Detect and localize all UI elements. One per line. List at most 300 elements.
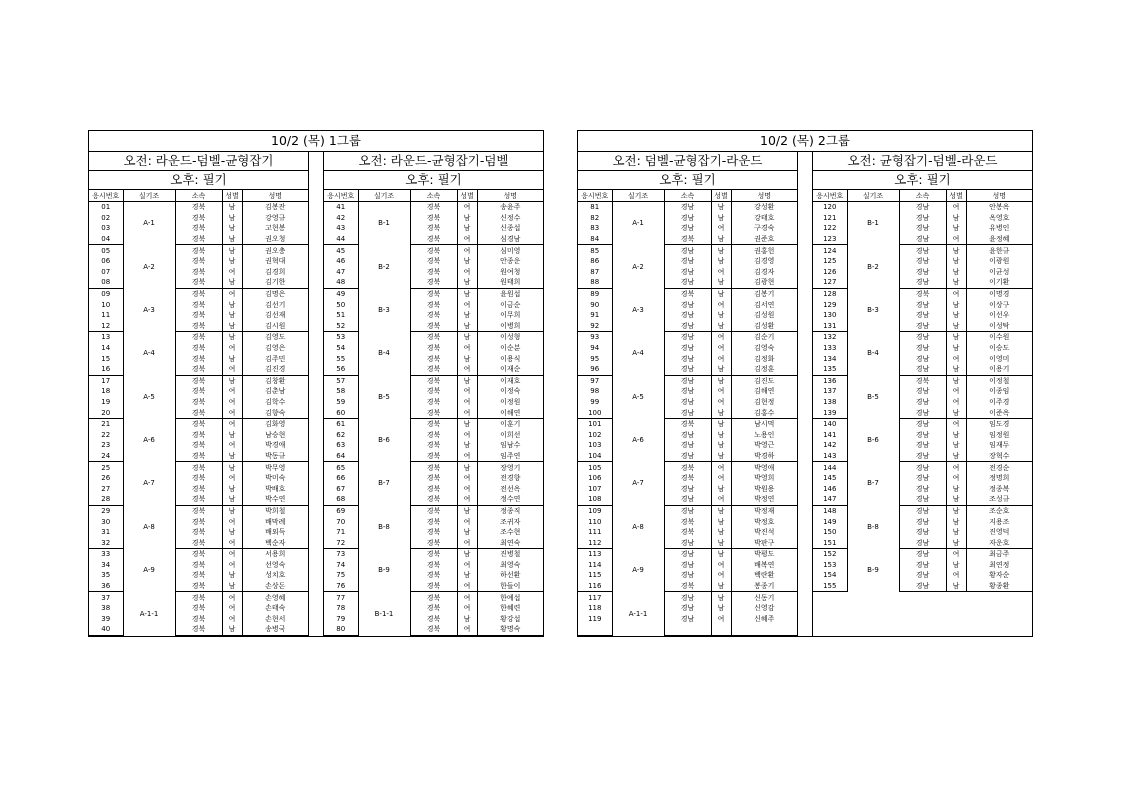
table-row	[813, 407, 1032, 418]
affiliation: 경남	[899, 527, 946, 538]
name: 김향숙	[242, 407, 308, 418]
affiliation: 경북	[664, 418, 711, 429]
gender: 남	[222, 321, 242, 332]
exam-number: 128	[823, 290, 837, 299]
affiliation: 경북	[664, 288, 711, 299]
table-row	[578, 603, 797, 614]
table-row	[578, 267, 797, 278]
table-row	[578, 343, 797, 354]
name: 노용인	[731, 429, 797, 440]
exam-number: 114	[588, 560, 602, 569]
column-header: 성명	[731, 190, 797, 202]
practice-group: B-1	[847, 202, 899, 245]
table-row	[813, 418, 1032, 429]
affiliation: 경남	[899, 505, 946, 516]
gender: 남	[946, 256, 966, 267]
gender: 남	[711, 429, 731, 440]
name: 임도경	[966, 418, 1032, 429]
exam-number: 66	[336, 474, 346, 483]
name: 김진도	[731, 375, 797, 386]
gender: 남	[457, 332, 477, 343]
exam-number: 64	[324, 451, 358, 462]
name: 정종복	[966, 483, 1032, 494]
name: 선영숙	[242, 560, 308, 571]
gender: 여	[946, 549, 966, 560]
exam-number: 11	[101, 311, 111, 320]
exam-number: 10	[101, 300, 111, 309]
name: 김학수	[242, 397, 308, 408]
affiliation: 경북	[899, 375, 946, 386]
affiliation: 경북	[410, 245, 457, 256]
affiliation: 경북	[410, 213, 457, 224]
column-header: 실기조	[358, 190, 410, 202]
exam-number: 99	[590, 397, 600, 406]
name: 조성규	[966, 494, 1032, 505]
name: 조귀자	[477, 516, 543, 527]
table-row	[89, 624, 308, 635]
exam-number: 27	[101, 484, 111, 493]
exam-number: 146	[823, 484, 837, 493]
gender: 여	[222, 603, 242, 614]
exam-number: 90	[590, 300, 600, 309]
gender: 여	[222, 267, 242, 278]
name: 이정철	[966, 375, 1032, 386]
affiliation: 경북	[175, 527, 222, 538]
name: 김영숙	[731, 343, 797, 354]
name: 이선우	[966, 310, 1032, 321]
name: 조순호	[966, 505, 1032, 516]
affiliation: 경남	[899, 353, 946, 364]
table-row	[578, 364, 797, 375]
affiliation: 경남	[664, 570, 711, 581]
name: 이종임	[966, 386, 1032, 397]
gender: 남	[222, 277, 242, 288]
afternoon-label: 오후: 필기	[578, 171, 797, 190]
gender: 여	[457, 267, 477, 278]
name: 이명경	[966, 288, 1032, 299]
gender: 남	[946, 581, 966, 592]
gender: 남	[946, 483, 966, 494]
name: 김경자	[731, 267, 797, 278]
table-row	[813, 451, 1032, 462]
affiliation: 경북	[175, 614, 222, 625]
exam-number: 137	[823, 387, 837, 396]
gender: 남	[711, 603, 731, 614]
affiliation: 경남	[899, 429, 946, 440]
name: 김홍수	[731, 407, 797, 418]
name: 박진석	[731, 527, 797, 538]
affiliation: 경북	[899, 288, 946, 299]
affiliation: 경남	[899, 560, 946, 571]
exam-number: 111	[588, 528, 602, 537]
table-header-row	[324, 190, 543, 202]
practice-group: B-1-1	[358, 592, 410, 635]
affiliation: 경남	[664, 245, 711, 256]
name: 이정원	[477, 397, 543, 408]
gender: 남	[711, 234, 731, 245]
table-row	[813, 277, 1032, 288]
exam-number: 70	[336, 517, 346, 526]
exam-number: 113	[588, 550, 602, 559]
name: 최영숙	[477, 560, 543, 571]
table-row	[89, 397, 308, 408]
exam-number: 81	[590, 203, 600, 212]
name: 안봉옥	[966, 202, 1032, 213]
table-row	[89, 429, 308, 440]
table-row	[813, 321, 1032, 332]
table-row	[89, 462, 308, 473]
table-row	[813, 267, 1032, 278]
affiliation: 경북	[410, 277, 457, 288]
exam-number: 37	[101, 593, 111, 602]
affiliation: 경남	[664, 375, 711, 386]
exam-number: 92	[578, 321, 612, 332]
gender: 여	[222, 397, 242, 408]
gender: 남	[946, 223, 966, 234]
exam-number: 135	[813, 364, 847, 375]
exam-number: 12	[89, 321, 123, 332]
affiliation: 경남	[664, 386, 711, 397]
session-a	[578, 152, 798, 636]
table-row	[578, 624, 797, 635]
table-row	[578, 440, 797, 451]
exam-number: 149	[823, 517, 837, 526]
exam-number: 30	[101, 517, 111, 526]
table-row	[89, 537, 308, 548]
practice-group: B-5	[358, 375, 410, 418]
group-title: 10/2 (목) 1그룹	[89, 131, 543, 152]
table-row	[578, 256, 797, 267]
name: 최금주	[966, 549, 1032, 560]
exam-number: 127	[813, 277, 847, 288]
practice-group: A-9	[123, 549, 175, 592]
affiliation: 경북	[175, 364, 222, 375]
exam-number: 100	[578, 407, 612, 418]
table-row	[324, 418, 543, 429]
table-row	[813, 332, 1032, 343]
table-row	[578, 560, 797, 571]
practice-group: B-3	[358, 288, 410, 331]
gender: 남	[711, 375, 731, 386]
affiliation: 경북	[175, 310, 222, 321]
name: 최연정	[966, 560, 1032, 571]
gender: 남	[711, 256, 731, 267]
roster-table	[89, 190, 308, 636]
exam-number: 76	[324, 581, 358, 592]
exam-number: 138	[823, 397, 837, 406]
practice-group: A-1	[612, 202, 664, 245]
name: 이정숙	[477, 386, 543, 397]
practice-group: B-1	[358, 202, 410, 245]
table-row	[324, 397, 543, 408]
gender: 남	[222, 310, 242, 321]
affiliation: 경북	[175, 603, 222, 614]
gender: 남	[222, 451, 242, 462]
gender: 여	[711, 267, 731, 278]
affiliation: 경북	[664, 581, 711, 592]
name: 정명희	[966, 473, 1032, 484]
table-header-row	[578, 190, 797, 202]
gender: 남	[222, 624, 242, 635]
table-header-row	[89, 190, 308, 202]
exam-number: 124	[823, 246, 837, 255]
gender: 남	[222, 375, 242, 386]
gender: 여	[222, 592, 242, 603]
exam-number: 58	[336, 387, 346, 396]
affiliation: 경남	[899, 483, 946, 494]
gender	[711, 624, 731, 635]
name: 이순분	[477, 343, 543, 354]
table-row	[813, 234, 1032, 245]
affiliation: 경북	[175, 267, 222, 278]
table-row	[578, 353, 797, 364]
table-row	[324, 375, 543, 386]
affiliation: 경남	[899, 245, 946, 256]
gender: 여	[946, 418, 966, 429]
exam-number: 57	[336, 376, 346, 385]
affiliation: 경북	[175, 234, 222, 245]
affiliation: 경북	[410, 614, 457, 625]
exam-number: 62	[336, 430, 346, 439]
table-row	[89, 570, 308, 581]
affiliation: 경남	[664, 397, 711, 408]
name: 한들이	[477, 581, 543, 592]
exam-number: 72	[324, 537, 358, 548]
morning-order: 오전: 라운드-균형잡기-덤벨	[324, 152, 543, 171]
gender: 여	[222, 614, 242, 625]
gender: 남	[457, 321, 477, 332]
exam-number: 38	[101, 604, 111, 613]
name: 배막례	[242, 516, 308, 527]
gender: 여	[711, 614, 731, 625]
table-row	[578, 429, 797, 440]
gender: 남	[946, 440, 966, 451]
name: 이해연	[477, 407, 543, 418]
gender: 남	[711, 418, 731, 429]
exam-number: 105	[588, 463, 602, 472]
exam-number: 19	[101, 397, 111, 406]
affiliation: 경남	[664, 451, 711, 462]
exam-number: 102	[588, 430, 602, 439]
name: 장혁수	[966, 451, 1032, 462]
name: 유병인	[966, 223, 1032, 234]
table-row	[578, 245, 797, 256]
gender: 여	[457, 581, 477, 592]
exam-number: 69	[336, 506, 346, 515]
gender: 남	[946, 407, 966, 418]
name: 박영희	[731, 473, 797, 484]
gender: 남	[711, 202, 731, 213]
exam-number: 05	[101, 246, 111, 255]
table-row	[89, 234, 308, 245]
exam-number: 106	[588, 474, 602, 483]
exam-number: 109	[588, 506, 602, 515]
gender: 남	[457, 223, 477, 234]
name: 김주민	[242, 353, 308, 364]
table-row	[324, 516, 543, 527]
affiliation: 경북	[175, 440, 222, 451]
name: 박희철	[242, 505, 308, 516]
table-row	[89, 299, 308, 310]
exam-number: 06	[101, 257, 111, 266]
name: 윤한규	[966, 245, 1032, 256]
exam-number: 23	[101, 441, 111, 450]
affiliation: 경북	[410, 581, 457, 592]
exam-number: 14	[101, 344, 111, 353]
table-row	[324, 592, 543, 603]
table-row	[578, 213, 797, 224]
exam-number: 71	[336, 528, 346, 537]
affiliation: 경북	[410, 483, 457, 494]
gender: 남	[711, 213, 731, 224]
affiliation: 경북	[410, 505, 457, 516]
name: 신종섭	[477, 223, 543, 234]
gender: 남	[946, 505, 966, 516]
gender: 남	[946, 494, 966, 505]
gender: 남	[457, 549, 477, 560]
name: 성치호	[242, 570, 308, 581]
gender: 남	[946, 245, 966, 256]
name: 김선재	[242, 310, 308, 321]
exam-number: 94	[590, 344, 600, 353]
name: 원여청	[477, 267, 543, 278]
affiliation: 경남	[899, 364, 946, 375]
practice-group: A-3	[123, 288, 175, 331]
exam-number: 47	[336, 267, 346, 276]
gender: 여	[457, 234, 477, 245]
gender: 남	[457, 440, 477, 451]
affiliation: 경남	[899, 418, 946, 429]
session-b	[812, 152, 1032, 636]
table-row	[578, 473, 797, 484]
affiliation: 경남	[899, 397, 946, 408]
name	[731, 624, 797, 635]
gender: 여	[946, 288, 966, 299]
exam-number: 56	[324, 364, 358, 375]
gender: 남	[222, 353, 242, 364]
name: 황종환	[966, 581, 1032, 592]
affiliation: 경남	[899, 256, 946, 267]
affiliation: 경북	[175, 213, 222, 224]
table-row	[813, 440, 1032, 451]
affiliation: 경북	[175, 407, 222, 418]
name: 조수현	[477, 527, 543, 538]
table-row	[324, 353, 543, 364]
name: 임주연	[477, 451, 543, 462]
name: 박정호	[731, 516, 797, 527]
name: 강성환	[731, 202, 797, 213]
column-header: 실기조	[847, 190, 899, 202]
table-row	[89, 527, 308, 538]
name: 이상구	[966, 299, 1032, 310]
gender: 남	[222, 483, 242, 494]
affiliation: 경남	[899, 473, 946, 484]
table-row	[324, 537, 543, 548]
name: 김진경	[242, 364, 308, 375]
exam-number: 29	[101, 506, 111, 515]
table-row	[89, 213, 308, 224]
morning-order: 오전: 균형잡기-덤벨-라운드	[813, 152, 1032, 171]
gender: 남	[457, 505, 477, 516]
exam-number: 46	[336, 257, 346, 266]
table-row	[324, 213, 543, 224]
affiliation: 경북	[410, 462, 457, 473]
affiliation: 경북	[410, 537, 457, 548]
gender: 여	[222, 288, 242, 299]
exam-number: 96	[578, 364, 612, 375]
exam-number: 36	[89, 581, 123, 592]
gender: 남	[222, 245, 242, 256]
table-row	[324, 494, 543, 505]
name: 강영규	[242, 213, 308, 224]
column-header: 성별	[457, 190, 477, 202]
table-row	[324, 603, 543, 614]
practice-group: B-2	[847, 245, 899, 288]
affiliation: 경북	[410, 624, 457, 635]
morning-order: 오전: 덤벨-균형잡기-라운드	[578, 152, 797, 171]
name: 신정수	[477, 213, 543, 224]
name: 정수연	[477, 494, 543, 505]
name: 손영혜	[242, 592, 308, 603]
exam-number: 67	[336, 484, 346, 493]
affiliation: 경북	[175, 624, 222, 635]
table-row	[89, 549, 308, 560]
exam-number: 40	[89, 624, 123, 635]
affiliation: 경남	[664, 592, 711, 603]
name: 지용조	[966, 516, 1032, 527]
table-row	[89, 603, 308, 614]
practice-group: A-7	[612, 462, 664, 505]
affiliation: 경남	[899, 549, 946, 560]
column-header: 소속	[175, 190, 222, 202]
exam-number: 142	[823, 441, 837, 450]
affiliation: 경북	[175, 256, 222, 267]
practice-group: A-3	[612, 288, 664, 331]
affiliation: 경남	[899, 234, 946, 245]
gender: 여	[946, 397, 966, 408]
name: 자운호	[966, 537, 1032, 548]
name: 남시먹	[731, 418, 797, 429]
name: 이수원	[966, 332, 1032, 343]
affiliation: 경남	[664, 549, 711, 560]
table-row	[324, 614, 543, 625]
affiliation: 경남	[899, 202, 946, 213]
affiliation: 경북	[175, 223, 222, 234]
affiliation: 경북	[175, 397, 222, 408]
table-row	[578, 516, 797, 527]
table-row	[324, 386, 543, 397]
exam-number: 95	[590, 354, 600, 363]
table-row	[89, 256, 308, 267]
gender: 여	[222, 343, 242, 354]
affiliation: 경북	[664, 516, 711, 527]
practice-group: B-2	[358, 245, 410, 288]
table-row	[578, 375, 797, 386]
table-row	[813, 494, 1032, 505]
gender: 여	[711, 332, 731, 343]
affiliation: 경북	[410, 256, 457, 267]
name: 손현서	[242, 614, 308, 625]
name: 권준호	[731, 234, 797, 245]
gender: 남	[711, 581, 731, 592]
column-header: 소속	[410, 190, 457, 202]
affiliation: 경남	[664, 202, 711, 213]
exam-number: 87	[590, 267, 600, 276]
affiliation: 경남	[664, 494, 711, 505]
name: 백순자	[242, 537, 308, 548]
name: 이용기	[966, 364, 1032, 375]
affiliation: 경남	[664, 343, 711, 354]
